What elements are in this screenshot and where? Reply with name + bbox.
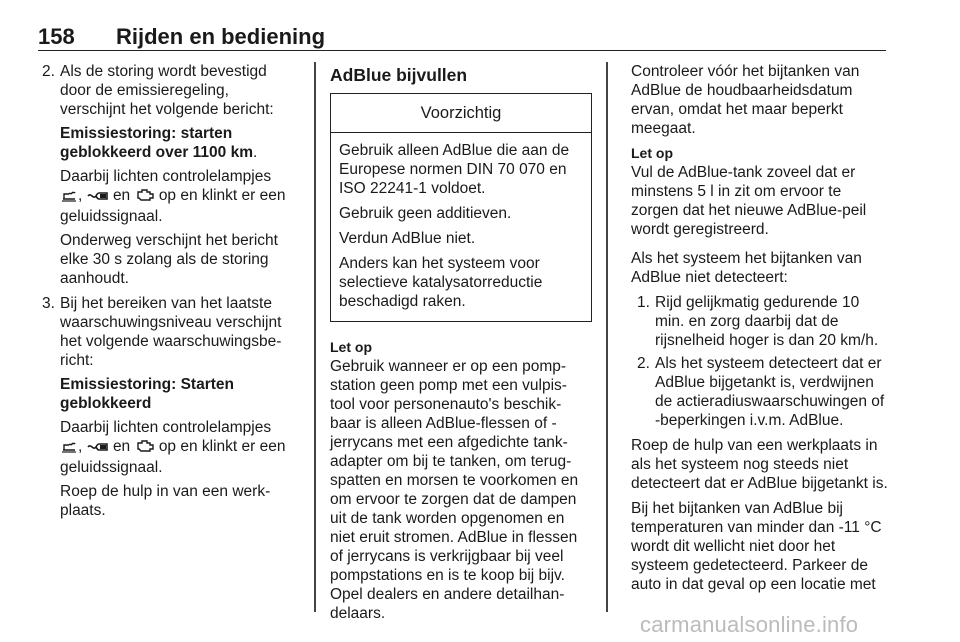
followup-text: Onderweg verschijnt het bericht elke 30 s zolang als de storing aanhoudt. [60,232,278,287]
caution-text: Gebruik alleen AdBlue die aan de Europese normen DIN 70 070 en ISO 22241-1 voldoet. [339,142,570,197]
item-text: Als de storing wordt bevestigd door de emissieregeling, verschijnt het volgende bericht: [60,63,274,118]
glow-plug-icon [87,188,109,207]
caution-title: Voorzichtig [331,94,591,133]
column-divider [314,62,316,612]
list-item [631,354,889,430]
watermark: carmanualsonline.info [640,612,859,637]
item-text: Bij het bereiken van het laatste waarschuwingsniveau verschijnt het volgende waarschuwingsbe- richt: [60,295,282,369]
section-heading: AdBlue bijvullen [330,65,468,85]
lamps-intro: Daarbij lichten controlelampjes [60,168,272,185]
conjunction: en [112,187,131,204]
note-label: Let op [330,339,372,355]
lamps-text [60,167,294,226]
list-number: 3. [42,295,55,312]
list-number: 2. [637,355,650,372]
numbered-list [631,293,889,430]
note-text: Vul de AdBlue-tank zoveel dat er minstens 5 l in zit om ervoor te zorgen dat het nieuwe AdBlue-peil wordt geregistreerd. [631,164,867,238]
chapter-title: Rijden en bediening [116,24,326,49]
caution-body [331,133,591,321]
caution-text: Verdun AdBlue niet. [339,230,476,247]
engine-check-icon [135,188,155,207]
caution-text: Anders kan het systeem voor selectieve katalysatorreductie beschadigd raken. [339,255,543,310]
separator: , [78,187,83,204]
conjunction: en [112,438,131,455]
note-label: Let op [631,145,673,161]
list-item [38,62,294,288]
caution-text: Gebruik geen additieven. [339,205,512,222]
page-number: 158 [38,24,75,49]
paragraph: Roep de hulp van een werkplaats in als het systeem nog steeds niet detecteert dat er AdBlue bijgetankt is. [631,437,888,492]
paragraph: Controleer vóór het bijtanken van AdBlue de houdbaarheidsdatum ervan, omdat het maar beperkt meegaat. [631,63,860,137]
lamps-outro: op en klinkt er een geluidssignaal. [60,438,286,476]
note-text: Gebruik wanneer er op een pomp- station geen pomp met een vulpis- tool voor personenauto's beschik- baar is alleen AdBlue-flessen of - jerrycans met een afgedichte tank- adapter om bij te tanken, om terug- spatten en morsen te voorkomen en om ervoor te zorgen dat de dampen uit de tank worden opgenomen en niet eruit stromen. AdBlue in flessen of jerrycans is verkrijgbaar bij veel pompstations en is te koop bij bijv. Opel dealers en andere detailhan- delaars. [330,358,579,622]
engine-check-icon [135,439,155,458]
lamps-intro: Daarbij lichten controlelampjes [60,419,272,436]
paragraph: Bij het bijtanken van AdBlue bij temperaturen van minder dan -11 °C wordt dit wellicht niet door het systeem gedetecteerd. Parkeer de auto in dat geval op een locatie met [631,500,882,593]
lamps-text [60,418,294,477]
list-item [38,294,294,520]
lamps-outro: op en klinkt er een geluidssignaal. [60,187,286,225]
column-right [631,62,889,600]
warning-message [60,124,294,162]
separator: , [78,438,83,455]
list-item-text: Als het systeem detecteert dat er AdBlue bijgetankt is, verdwijnen de actieradiuswaarschuwingen of -beperkingen i.v.m. AdBlue. [655,355,885,429]
page-header [38,18,886,51]
followup-text: Roep de hulp in van een werk- plaats. [60,483,271,519]
list-number: 1. [637,294,650,311]
column-left [38,62,294,526]
column-middle [330,62,592,633]
list-item [631,293,889,350]
list-item-text: Rijd gelijkmatig gedurende 10 min. en zorg daarbij dat de rijsnelheid hoger is dan 20 km/h. [655,294,879,349]
list-number: 2. [42,63,55,80]
exhaust-warning-icon [60,188,78,207]
message-text: Emissiestoring: starten geblokkeerd over 1100 km [60,125,254,161]
column-divider [606,62,608,612]
caution-box [330,93,592,322]
paragraph: Als het systeem het bijtanken van AdBlue niet detecteert: [631,250,862,286]
warning-message: Emissiestoring: Starten geblokkeerd [60,376,234,412]
glow-plug-icon [87,439,109,458]
exhaust-warning-icon [60,439,78,458]
punctuation: . [253,144,258,161]
